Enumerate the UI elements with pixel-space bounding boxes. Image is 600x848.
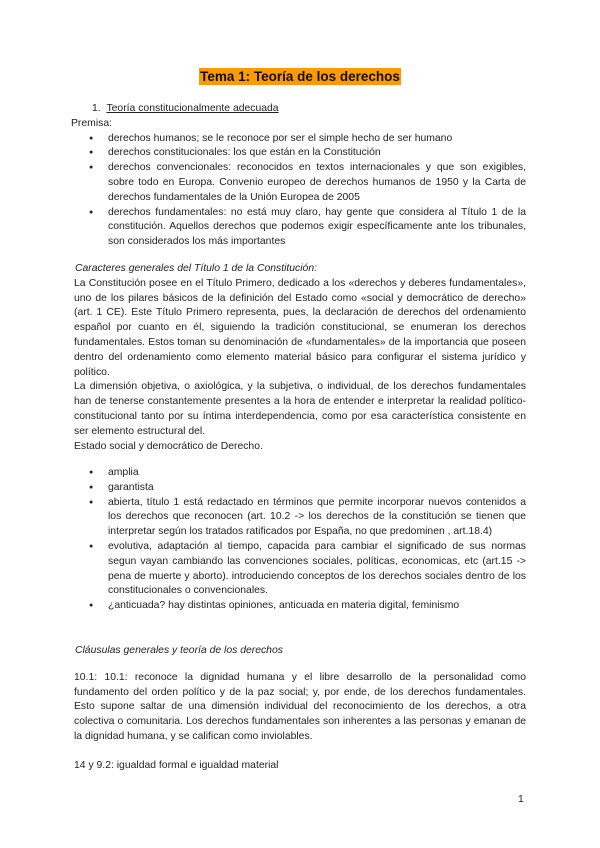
section-2-heading: Caracteres generales del Título 1 de la Constitución: [75, 263, 318, 274]
document-title: Tema 1: Teoría de los derechos [200, 69, 400, 84]
list-item: ● garantista [74, 481, 526, 496]
section-2 [74, 262, 526, 454]
list-item: ● derechos humanos; se le reconoce por ser el simple hecho de ser humano [74, 132, 526, 147]
premise-label: Premisa: [71, 117, 112, 129]
section-1-heading: 1. Teoría constitucionalmente adecuada [92, 103, 279, 114]
paragraph: La dimensión objetiva, o axiológica, y la subjetiva, o individual, de los derechos fundamentales han de tenerse constantemente presentes a la hora de entender e interpretar la realidad político-constitucional tanto por su íntima interdependencia, como por esa característica consistente en ser elemento estructural del. [74, 381, 526, 437]
page-number: 1 [518, 794, 524, 805]
section-3 [74, 644, 526, 774]
list-item: ● abierta, título 1 está redactado en términos que permite incorporar nuevos contenidos a los derechos que reconocen (art. 10.2 -> los derechos de la constitución se tienen que interpretar según los tratados ratificados por España, no que predominen , art.18.4) [74, 496, 526, 540]
paragraph: La Constitución posee en el Título Primero, dedicado a los «derechos y deberes fundamentales», uno de los pilares básicos de la definición del Estado como «social y democrático de derecho» (art. 1 CE). Este Título Primero representa, pues, la declaración de derechos del ordenamiento español por cuanto en él, siguiendo la tradición constitucional, se enumeran los derechos fundamentales. Estos toman su denominación de «fundamentales» de la importancia que poseen dentro del ordenamiento como elemento material básico para configurar el sistema jurídico y político. [74, 277, 526, 378]
premise-list [74, 132, 526, 250]
list-item: ● ¿anticuada? hay distintas opiniones, anticuada en materia digital, feminismo [74, 599, 526, 614]
characteristics-list-block [74, 466, 526, 614]
list-item: ● derechos convencionales: reconocidos en textos internacionales y que son exigibles, sobre todo en Europa. Convenio europeo de derechos humanos de 1950 y la Carta de derechos fundamentales de la Unión Europea de 2005 [74, 161, 526, 205]
list-item: ● derechos constitucionales: los que están en la Constitución [74, 146, 526, 161]
list-item: ● evolutiva, adaptación al tiempo, capacida para cambiar el significado de sus normas segun vayan cambiando las convenciones sociales, políticas, economicas, etc (art.15 -> pena de muerte y aborto). introduciendo conceptos de los derechos sociales dentro de los constitucionales o convencionales. [74, 540, 526, 599]
section-3-heading: Cláusulas generales y teoría de los derechos [75, 645, 283, 656]
characteristics-list [74, 466, 526, 614]
paragraph: 14 y 9.2: igualdad formal e igualdad material [74, 759, 279, 771]
section-1 [71, 102, 526, 250]
paragraph: Estado social y democrático de Derecho. [74, 440, 263, 452]
list-item: ● derechos fundamentales: no está muy claro, hay gente que considera al Título 1 de la constitución. Aquellos derechos que podemos exigir específicamente ante los tribunales, son considerados los más importantes [74, 206, 526, 250]
list-item: ● amplia [74, 466, 526, 481]
paragraph: 10.1: 10.1: reconoce la dignidad humana y el libre desarrollo de la personalidad como fundamento del orden político y de la paz social; y, por ende, de los derechos fundamentales. Esto supone saltar de una dimensión individual del reconocimiento de los derechos, a otra colectiva o comunitaria. Los derechos fundamentales son inherentes a las personas y emanan de la dignidad humana, y se califican como inviolables. [74, 671, 526, 742]
